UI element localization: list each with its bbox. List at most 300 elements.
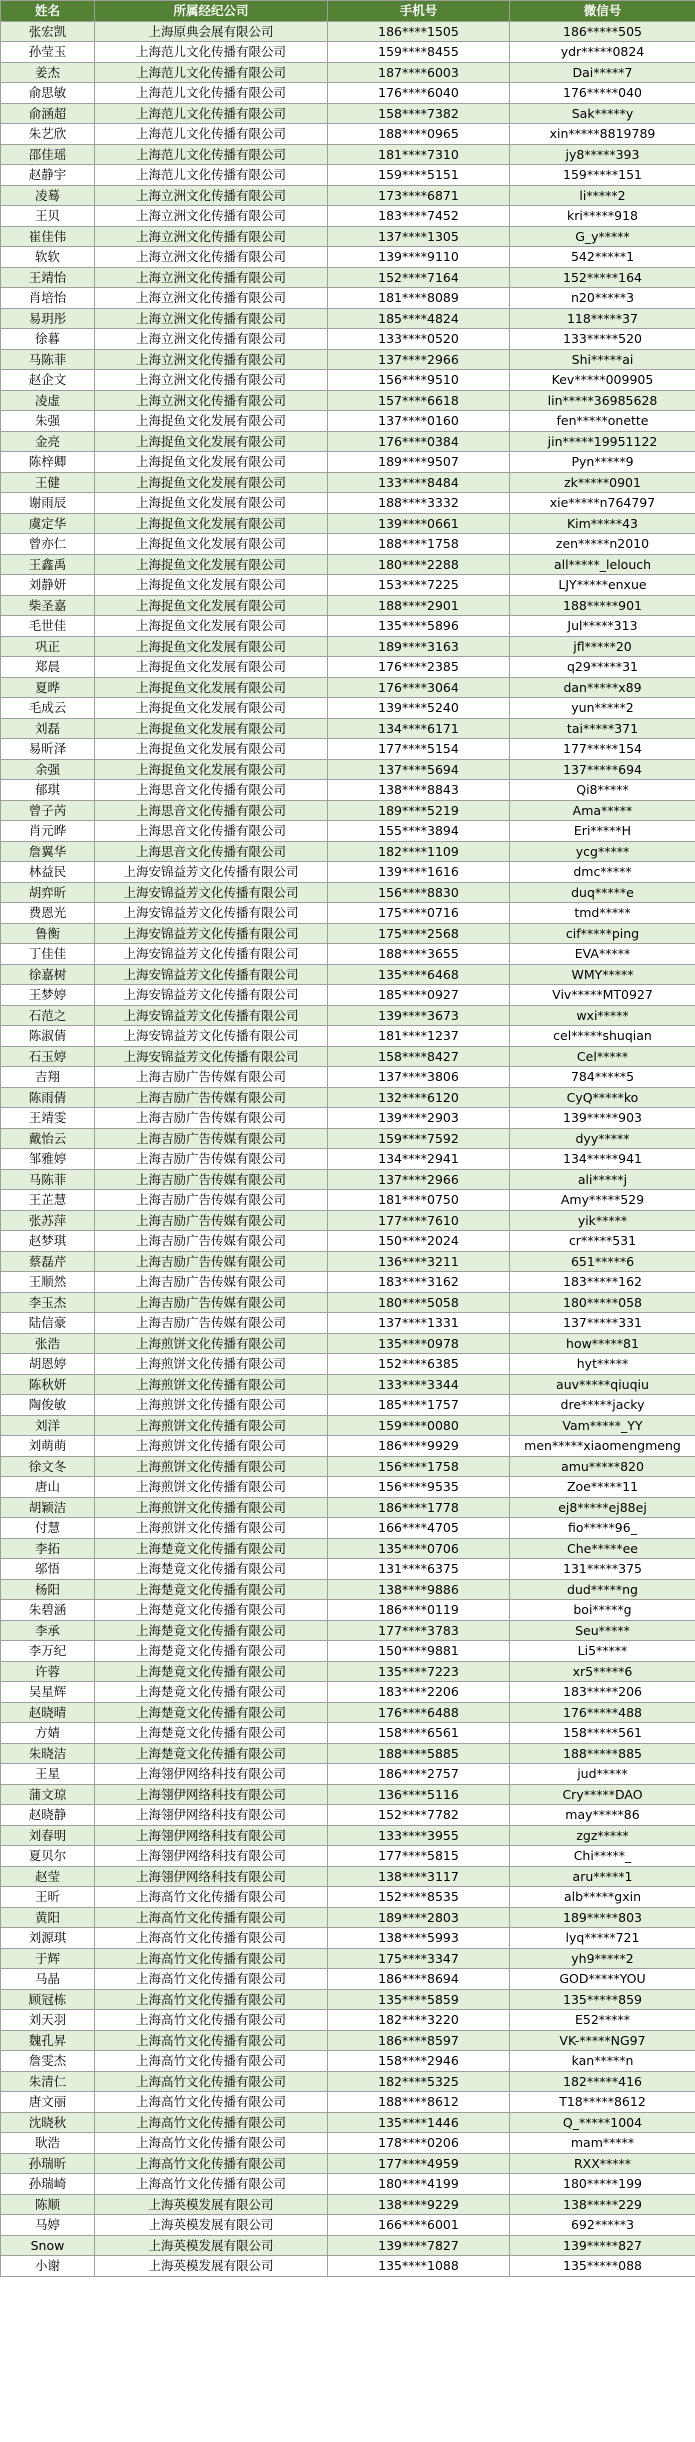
cell-phone[interactable]: 182****1109 bbox=[328, 841, 510, 862]
cell-company[interactable]: 上海思音文化传播有限公司 bbox=[95, 821, 328, 842]
cell-name[interactable]: 孙瑞崎 bbox=[1, 2174, 95, 2195]
cell-company[interactable]: 上海煎饼文化传播有限公司 bbox=[95, 1497, 328, 1518]
cell-company[interactable]: 上海煎饼文化传播有限公司 bbox=[95, 1395, 328, 1416]
cell-company[interactable]: 上海捉鱼文化发展有限公司 bbox=[95, 431, 328, 452]
cell-company[interactable]: 上海捉鱼文化发展有限公司 bbox=[95, 472, 328, 493]
cell-phone[interactable]: 152****8535 bbox=[328, 1887, 510, 1908]
cell-phone[interactable]: 188****3332 bbox=[328, 493, 510, 514]
cell-company[interactable]: 上海范儿文化传播有限公司 bbox=[95, 103, 328, 124]
cell-phone[interactable]: 133****0520 bbox=[328, 329, 510, 350]
cell-phone[interactable]: 186****1778 bbox=[328, 1497, 510, 1518]
cell-name[interactable]: 王昕 bbox=[1, 1887, 95, 1908]
cell-name[interactable]: 唐山 bbox=[1, 1477, 95, 1498]
cell-company[interactable]: 上海翎伊网络科技有限公司 bbox=[95, 1866, 328, 1887]
header-wechat[interactable]: 微信号 bbox=[510, 1, 695, 22]
cell-company[interactable]: 上海楚竟文化传播有限公司 bbox=[95, 1600, 328, 1621]
cell-wechat[interactable]: Chi*****_ bbox=[510, 1846, 695, 1867]
cell-wechat[interactable]: Vam*****_YY bbox=[510, 1415, 695, 1436]
cell-name[interactable]: 崔佳伟 bbox=[1, 226, 95, 247]
cell-phone[interactable]: 139****0661 bbox=[328, 513, 510, 534]
cell-wechat[interactable]: amu*****820 bbox=[510, 1456, 695, 1477]
cell-phone[interactable]: 133****3344 bbox=[328, 1374, 510, 1395]
cell-wechat[interactable]: VK-*****NG97 bbox=[510, 2030, 695, 2051]
cell-name[interactable]: 蒲文琼 bbox=[1, 1784, 95, 1805]
cell-wechat[interactable]: 139*****827 bbox=[510, 2235, 695, 2256]
cell-phone[interactable]: 135****1446 bbox=[328, 2112, 510, 2133]
cell-phone[interactable]: 137****1331 bbox=[328, 1313, 510, 1334]
cell-name[interactable]: 朱强 bbox=[1, 411, 95, 432]
cell-wechat[interactable]: kan*****n bbox=[510, 2051, 695, 2072]
cell-name[interactable]: 马婷 bbox=[1, 2215, 95, 2236]
cell-wechat[interactable]: aru*****1 bbox=[510, 1866, 695, 1887]
cell-company[interactable]: 上海高竹文化传播有限公司 bbox=[95, 1928, 328, 1949]
cell-name[interactable]: 朱艺欣 bbox=[1, 124, 95, 145]
cell-wechat[interactable]: 135*****088 bbox=[510, 2256, 695, 2277]
cell-phone[interactable]: 177****3783 bbox=[328, 1620, 510, 1641]
cell-company[interactable]: 上海翎伊网络科技有限公司 bbox=[95, 1805, 328, 1826]
cell-name[interactable]: 邵佳瑶 bbox=[1, 144, 95, 165]
cell-name[interactable]: 孙瑞昕 bbox=[1, 2153, 95, 2174]
cell-phone[interactable]: 189****3163 bbox=[328, 636, 510, 657]
cell-wechat[interactable]: wxi***** bbox=[510, 1005, 695, 1026]
cell-wechat[interactable]: Sak*****y bbox=[510, 103, 695, 124]
cell-name[interactable]: 唐文丽 bbox=[1, 2092, 95, 2113]
cell-company[interactable]: 上海吉励广告传媒有限公司 bbox=[95, 1108, 328, 1129]
cell-name[interactable]: 赵静宇 bbox=[1, 165, 95, 186]
cell-wechat[interactable]: auv*****qiuqiu bbox=[510, 1374, 695, 1395]
cell-phone[interactable]: 176****6040 bbox=[328, 83, 510, 104]
cell-company[interactable]: 上海捉鱼文化发展有限公司 bbox=[95, 698, 328, 719]
cell-name[interactable]: 虞定华 bbox=[1, 513, 95, 534]
cell-phone[interactable]: 188****2901 bbox=[328, 595, 510, 616]
cell-name[interactable]: 易昕泽 bbox=[1, 739, 95, 760]
cell-name[interactable]: 王星 bbox=[1, 1764, 95, 1785]
cell-name[interactable]: 丁佳佳 bbox=[1, 944, 95, 965]
cell-phone[interactable]: 177****5154 bbox=[328, 739, 510, 760]
cell-wechat[interactable]: dyy***** bbox=[510, 1128, 695, 1149]
cell-phone[interactable]: 136****5116 bbox=[328, 1784, 510, 1805]
cell-wechat[interactable]: 137*****694 bbox=[510, 759, 695, 780]
cell-name[interactable]: 毛成云 bbox=[1, 698, 95, 719]
cell-name[interactable]: 姜杰 bbox=[1, 62, 95, 83]
cell-name[interactable]: 胡恩婷 bbox=[1, 1354, 95, 1375]
cell-phone[interactable]: 183****7452 bbox=[328, 206, 510, 227]
cell-name[interactable]: 顾冠栋 bbox=[1, 1989, 95, 2010]
cell-wechat[interactable]: q29*****31 bbox=[510, 657, 695, 678]
cell-company[interactable]: 上海高竹文化传播有限公司 bbox=[95, 2092, 328, 2113]
cell-wechat[interactable]: ydr*****0824 bbox=[510, 42, 695, 63]
cell-company[interactable]: 上海捉鱼文化发展有限公司 bbox=[95, 411, 328, 432]
cell-wechat[interactable]: Li5***** bbox=[510, 1641, 695, 1662]
cell-name[interactable]: 巩正 bbox=[1, 636, 95, 657]
cell-phone[interactable]: 138****9886 bbox=[328, 1579, 510, 1600]
cell-phone[interactable]: 177****7610 bbox=[328, 1210, 510, 1231]
cell-phone[interactable]: 186****8597 bbox=[328, 2030, 510, 2051]
cell-company[interactable]: 上海英模发展有限公司 bbox=[95, 2235, 328, 2256]
cell-phone[interactable]: 186****0119 bbox=[328, 1600, 510, 1621]
cell-name[interactable]: 王靖雯 bbox=[1, 1108, 95, 1129]
cell-company[interactable]: 上海思音文化传播有限公司 bbox=[95, 800, 328, 821]
cell-wechat[interactable]: boi*****g bbox=[510, 1600, 695, 1621]
cell-company[interactable]: 上海捉鱼文化发展有限公司 bbox=[95, 534, 328, 555]
cell-phone[interactable]: 181****8089 bbox=[328, 288, 510, 309]
cell-company[interactable]: 上海立洲文化传播有限公司 bbox=[95, 185, 328, 206]
cell-phone[interactable]: 188****1758 bbox=[328, 534, 510, 555]
cell-company[interactable]: 上海安锦益芳文化传播有限公司 bbox=[95, 1046, 328, 1067]
cell-wechat[interactable]: yh9*****2 bbox=[510, 1948, 695, 1969]
cell-name[interactable]: 张宏凯 bbox=[1, 21, 95, 42]
cell-company[interactable]: 上海楚竟文化传播有限公司 bbox=[95, 1559, 328, 1580]
cell-wechat[interactable]: 188*****885 bbox=[510, 1743, 695, 1764]
cell-name[interactable]: 李万纪 bbox=[1, 1641, 95, 1662]
cell-wechat[interactable]: 180*****058 bbox=[510, 1292, 695, 1313]
cell-wechat[interactable]: Seu***** bbox=[510, 1620, 695, 1641]
cell-wechat[interactable]: xr5*****6 bbox=[510, 1661, 695, 1682]
cell-wechat[interactable]: 177*****154 bbox=[510, 739, 695, 760]
cell-wechat[interactable]: RXX***** bbox=[510, 2153, 695, 2174]
cell-phone[interactable]: 186****8694 bbox=[328, 1969, 510, 1990]
cell-name[interactable]: 赵晓静 bbox=[1, 1805, 95, 1826]
cell-phone[interactable]: 158****7382 bbox=[328, 103, 510, 124]
cell-name[interactable]: 赵莹 bbox=[1, 1866, 95, 1887]
cell-wechat[interactable]: xin*****8819789 bbox=[510, 124, 695, 145]
cell-company[interactable]: 上海安锦益芳文化传播有限公司 bbox=[95, 882, 328, 903]
cell-name[interactable]: 詹雯杰 bbox=[1, 2051, 95, 2072]
cell-phone[interactable]: 177****5815 bbox=[328, 1846, 510, 1867]
cell-company[interactable]: 上海翎伊网络科技有限公司 bbox=[95, 1846, 328, 1867]
cell-phone[interactable]: 166****4705 bbox=[328, 1518, 510, 1539]
cell-name[interactable]: 肖培怡 bbox=[1, 288, 95, 309]
cell-company[interactable]: 上海楚竟文化传播有限公司 bbox=[95, 1723, 328, 1744]
cell-phone[interactable]: 138****9229 bbox=[328, 2194, 510, 2215]
cell-company[interactable]: 上海煎饼文化传播有限公司 bbox=[95, 1354, 328, 1375]
cell-wechat[interactable]: 139*****903 bbox=[510, 1108, 695, 1129]
cell-company[interactable]: 上海捉鱼文化发展有限公司 bbox=[95, 493, 328, 514]
cell-phone[interactable]: 133****3955 bbox=[328, 1825, 510, 1846]
cell-phone[interactable]: 182****5325 bbox=[328, 2071, 510, 2092]
cell-phone[interactable]: 139****1616 bbox=[328, 862, 510, 883]
cell-company[interactable]: 上海煎饼文化传播有限公司 bbox=[95, 1436, 328, 1457]
cell-company[interactable]: 上海范儿文化传播有限公司 bbox=[95, 62, 328, 83]
cell-wechat[interactable]: 183*****162 bbox=[510, 1272, 695, 1293]
cell-name[interactable]: 石玉婷 bbox=[1, 1046, 95, 1067]
cell-wechat[interactable]: LJY*****enxue bbox=[510, 575, 695, 596]
cell-phone[interactable]: 152****6385 bbox=[328, 1354, 510, 1375]
cell-company[interactable]: 上海高竹文化传播有限公司 bbox=[95, 2030, 328, 2051]
cell-company[interactable]: 上海吉励广告传媒有限公司 bbox=[95, 1067, 328, 1088]
cell-name[interactable]: 李拓 bbox=[1, 1538, 95, 1559]
cell-name[interactable]: 刘源琪 bbox=[1, 1928, 95, 1949]
cell-phone[interactable]: 156****9510 bbox=[328, 370, 510, 391]
cell-phone[interactable]: 180****2288 bbox=[328, 554, 510, 575]
cell-phone[interactable]: 139****7827 bbox=[328, 2235, 510, 2256]
cell-company[interactable]: 上海翎伊网络科技有限公司 bbox=[95, 1784, 328, 1805]
cell-name[interactable]: 赵晓晴 bbox=[1, 1702, 95, 1723]
cell-wechat[interactable]: jfl*****20 bbox=[510, 636, 695, 657]
cell-name[interactable]: 陈秋妍 bbox=[1, 1374, 95, 1395]
cell-phone[interactable]: 139****9110 bbox=[328, 247, 510, 268]
cell-company[interactable]: 上海吉励广告传媒有限公司 bbox=[95, 1231, 328, 1252]
cell-wechat[interactable]: n20*****3 bbox=[510, 288, 695, 309]
cell-phone[interactable]: 158****2946 bbox=[328, 2051, 510, 2072]
cell-company[interactable]: 上海安锦益芳文化传播有限公司 bbox=[95, 964, 328, 985]
cell-company[interactable]: 上海高竹文化传播有限公司 bbox=[95, 2051, 328, 2072]
cell-company[interactable]: 上海煎饼文化传播有限公司 bbox=[95, 1518, 328, 1539]
cell-company[interactable]: 上海英模发展有限公司 bbox=[95, 2256, 328, 2277]
cell-company[interactable]: 上海吉励广告传媒有限公司 bbox=[95, 1190, 328, 1211]
cell-company[interactable]: 上海高竹文化传播有限公司 bbox=[95, 1989, 328, 2010]
cell-company[interactable]: 上海范儿文化传播有限公司 bbox=[95, 144, 328, 165]
cell-name[interactable]: 黄阳 bbox=[1, 1907, 95, 1928]
cell-name[interactable]: 肖元晔 bbox=[1, 821, 95, 842]
cell-company[interactable]: 上海煎饼文化传播有限公司 bbox=[95, 1374, 328, 1395]
cell-company[interactable]: 上海高竹文化传播有限公司 bbox=[95, 2153, 328, 2174]
cell-phone[interactable]: 159****5151 bbox=[328, 165, 510, 186]
cell-phone[interactable]: 189****2803 bbox=[328, 1907, 510, 1928]
cell-company[interactable]: 上海安锦益芳文化传播有限公司 bbox=[95, 1005, 328, 1026]
cell-company[interactable]: 上海安锦益芳文化传播有限公司 bbox=[95, 985, 328, 1006]
cell-name[interactable]: 沈晓秋 bbox=[1, 2112, 95, 2133]
cell-company[interactable]: 上海范儿文化传播有限公司 bbox=[95, 165, 328, 186]
cell-phone[interactable]: 158****6561 bbox=[328, 1723, 510, 1744]
cell-wechat[interactable]: fen*****onette bbox=[510, 411, 695, 432]
cell-wechat[interactable]: 133*****520 bbox=[510, 329, 695, 350]
cell-phone[interactable]: 139****3673 bbox=[328, 1005, 510, 1026]
cell-wechat[interactable]: cif*****ping bbox=[510, 923, 695, 944]
cell-wechat[interactable]: Shi*****ai bbox=[510, 349, 695, 370]
cell-company[interactable]: 上海煎饼文化传播有限公司 bbox=[95, 1456, 328, 1477]
cell-wechat[interactable]: dre*****jacky bbox=[510, 1395, 695, 1416]
cell-wechat[interactable]: men*****xiaomengmeng bbox=[510, 1436, 695, 1457]
cell-company[interactable]: 上海吉励广告传媒有限公司 bbox=[95, 1149, 328, 1170]
cell-company[interactable]: 上海范儿文化传播有限公司 bbox=[95, 42, 328, 63]
cell-company[interactable]: 上海捉鱼文化发展有限公司 bbox=[95, 513, 328, 534]
cell-name[interactable]: 徐嘉树 bbox=[1, 964, 95, 985]
cell-company[interactable]: 上海煎饼文化传播有限公司 bbox=[95, 1477, 328, 1498]
cell-name[interactable]: 俞涵超 bbox=[1, 103, 95, 124]
cell-wechat[interactable]: alb*****gxin bbox=[510, 1887, 695, 1908]
cell-wechat[interactable]: ali*****j bbox=[510, 1169, 695, 1190]
cell-wechat[interactable]: dan*****x89 bbox=[510, 677, 695, 698]
cell-name[interactable]: 王贝 bbox=[1, 206, 95, 227]
cell-name[interactable]: 俞思敏 bbox=[1, 83, 95, 104]
cell-name[interactable]: 刘萌萌 bbox=[1, 1436, 95, 1457]
cell-company[interactable]: 上海高竹文化传播有限公司 bbox=[95, 2133, 328, 2154]
cell-phone[interactable]: 135****6468 bbox=[328, 964, 510, 985]
cell-wechat[interactable]: dud*****ng bbox=[510, 1579, 695, 1600]
cell-phone[interactable]: 137****2966 bbox=[328, 1169, 510, 1190]
cell-name[interactable]: 陈顺 bbox=[1, 2194, 95, 2215]
cell-phone[interactable]: 135****0978 bbox=[328, 1333, 510, 1354]
cell-phone[interactable]: 152****7782 bbox=[328, 1805, 510, 1826]
cell-company[interactable]: 上海思音文化传播有限公司 bbox=[95, 841, 328, 862]
cell-phone[interactable]: 136****3211 bbox=[328, 1251, 510, 1272]
cell-phone[interactable]: 135****5859 bbox=[328, 1989, 510, 2010]
cell-name[interactable]: 吴星辉 bbox=[1, 1682, 95, 1703]
cell-wechat[interactable]: 186*****505 bbox=[510, 21, 695, 42]
cell-company[interactable]: 上海捉鱼文化发展有限公司 bbox=[95, 636, 328, 657]
header-phone[interactable]: 手机号 bbox=[328, 1, 510, 22]
cell-company[interactable]: 上海立洲文化传播有限公司 bbox=[95, 267, 328, 288]
cell-company[interactable]: 上海吉励广告传媒有限公司 bbox=[95, 1313, 328, 1334]
cell-company[interactable]: 上海吉励广告传媒有限公司 bbox=[95, 1210, 328, 1231]
cell-company[interactable]: 上海安锦益芳文化传播有限公司 bbox=[95, 923, 328, 944]
cell-phone[interactable]: 138****3117 bbox=[328, 1866, 510, 1887]
cell-name[interactable]: 曾亦仁 bbox=[1, 534, 95, 555]
cell-wechat[interactable]: jy8*****393 bbox=[510, 144, 695, 165]
cell-phone[interactable]: 173****6871 bbox=[328, 185, 510, 206]
cell-wechat[interactable]: 134*****941 bbox=[510, 1149, 695, 1170]
cell-company[interactable]: 上海捉鱼文化发展有限公司 bbox=[95, 554, 328, 575]
cell-name[interactable]: 李玉杰 bbox=[1, 1292, 95, 1313]
cell-company[interactable]: 上海煎饼文化传播有限公司 bbox=[95, 1415, 328, 1436]
cell-company[interactable]: 上海吉励广告传媒有限公司 bbox=[95, 1251, 328, 1272]
cell-company[interactable]: 上海吉励广告传媒有限公司 bbox=[95, 1087, 328, 1108]
cell-wechat[interactable]: Ama***** bbox=[510, 800, 695, 821]
cell-wechat[interactable]: jud***** bbox=[510, 1764, 695, 1785]
cell-name[interactable]: 郑晨 bbox=[1, 657, 95, 678]
cell-company[interactable]: 上海立洲文化传播有限公司 bbox=[95, 206, 328, 227]
cell-phone[interactable]: 158****8427 bbox=[328, 1046, 510, 1067]
cell-company[interactable]: 上海捉鱼文化发展有限公司 bbox=[95, 595, 328, 616]
cell-name[interactable]: 郁琪 bbox=[1, 780, 95, 801]
cell-phone[interactable]: 183****2206 bbox=[328, 1682, 510, 1703]
cell-name[interactable]: 胡弈昕 bbox=[1, 882, 95, 903]
cell-phone[interactable]: 150****9881 bbox=[328, 1641, 510, 1662]
cell-company[interactable]: 上海高竹文化传播有限公司 bbox=[95, 2112, 328, 2133]
cell-company[interactable]: 上海立洲文化传播有限公司 bbox=[95, 349, 328, 370]
cell-wechat[interactable]: yun*****2 bbox=[510, 698, 695, 719]
cell-phone[interactable]: 176****0384 bbox=[328, 431, 510, 452]
cell-phone[interactable]: 133****8484 bbox=[328, 472, 510, 493]
cell-phone[interactable]: 188****5885 bbox=[328, 1743, 510, 1764]
cell-phone[interactable]: 186****2757 bbox=[328, 1764, 510, 1785]
cell-name[interactable]: 刘静妍 bbox=[1, 575, 95, 596]
cell-phone[interactable]: 181****7310 bbox=[328, 144, 510, 165]
cell-wechat[interactable]: 651*****6 bbox=[510, 1251, 695, 1272]
cell-phone[interactable]: 156****1758 bbox=[328, 1456, 510, 1477]
cell-phone[interactable]: 188****3655 bbox=[328, 944, 510, 965]
cell-company[interactable]: 上海吉励广告传媒有限公司 bbox=[95, 1128, 328, 1149]
cell-wechat[interactable]: hyt***** bbox=[510, 1354, 695, 1375]
cell-phone[interactable]: 175****0716 bbox=[328, 903, 510, 924]
cell-wechat[interactable]: 182*****416 bbox=[510, 2071, 695, 2092]
cell-company[interactable]: 上海原典会展有限公司 bbox=[95, 21, 328, 42]
cell-name[interactable]: 赵梦琪 bbox=[1, 1231, 95, 1252]
cell-wechat[interactable]: Dai*****7 bbox=[510, 62, 695, 83]
cell-company[interactable]: 上海范儿文化传播有限公司 bbox=[95, 83, 328, 104]
cell-company[interactable]: 上海楚竟文化传播有限公司 bbox=[95, 1682, 328, 1703]
cell-phone[interactable]: 166****6001 bbox=[328, 2215, 510, 2236]
cell-wechat[interactable]: kri*****918 bbox=[510, 206, 695, 227]
cell-phone[interactable]: 175****3347 bbox=[328, 1948, 510, 1969]
cell-name[interactable]: 软软 bbox=[1, 247, 95, 268]
cell-phone[interactable]: 181****0750 bbox=[328, 1190, 510, 1211]
cell-company[interactable]: 上海英模发展有限公司 bbox=[95, 2215, 328, 2236]
cell-company[interactable]: 上海思音文化传播有限公司 bbox=[95, 780, 328, 801]
cell-wechat[interactable]: Kim*****43 bbox=[510, 513, 695, 534]
cell-wechat[interactable]: 135*****859 bbox=[510, 1989, 695, 2010]
cell-wechat[interactable]: all*****_lelouch bbox=[510, 554, 695, 575]
cell-company[interactable]: 上海安锦益芳文化传播有限公司 bbox=[95, 862, 328, 883]
cell-name[interactable]: 张浩 bbox=[1, 1333, 95, 1354]
cell-company[interactable]: 上海楚竟文化传播有限公司 bbox=[95, 1661, 328, 1682]
cell-phone[interactable]: 176****2385 bbox=[328, 657, 510, 678]
cell-name[interactable]: 王芷慧 bbox=[1, 1190, 95, 1211]
cell-wechat[interactable]: 137*****331 bbox=[510, 1313, 695, 1334]
cell-wechat[interactable]: E52***** bbox=[510, 2010, 695, 2031]
cell-wechat[interactable]: Viv*****MT0927 bbox=[510, 985, 695, 1006]
cell-name[interactable]: 谢雨辰 bbox=[1, 493, 95, 514]
cell-company[interactable]: 上海安锦益芳文化传播有限公司 bbox=[95, 944, 328, 965]
cell-company[interactable]: 上海立洲文化传播有限公司 bbox=[95, 247, 328, 268]
cell-wechat[interactable]: WMY***** bbox=[510, 964, 695, 985]
cell-name[interactable]: 刘春明 bbox=[1, 1825, 95, 1846]
cell-phone[interactable]: 132****6120 bbox=[328, 1087, 510, 1108]
cell-name[interactable]: 金亮 bbox=[1, 431, 95, 452]
cell-name[interactable]: 孙莹玉 bbox=[1, 42, 95, 63]
cell-name[interactable]: 邹雅婷 bbox=[1, 1149, 95, 1170]
cell-name[interactable]: 毛世佳 bbox=[1, 616, 95, 637]
cell-name[interactable]: 王鑫禹 bbox=[1, 554, 95, 575]
cell-wechat[interactable]: zk*****0901 bbox=[510, 472, 695, 493]
cell-phone[interactable]: 183****3162 bbox=[328, 1272, 510, 1293]
cell-name[interactable]: 魏孔昇 bbox=[1, 2030, 95, 2051]
cell-company[interactable]: 上海翎伊网络科技有限公司 bbox=[95, 1825, 328, 1846]
cell-phone[interactable]: 186****9929 bbox=[328, 1436, 510, 1457]
cell-name[interactable]: 戴怡云 bbox=[1, 1128, 95, 1149]
cell-wechat[interactable]: 118*****37 bbox=[510, 308, 695, 329]
cell-phone[interactable]: 175****2568 bbox=[328, 923, 510, 944]
cell-phone[interactable]: 180****5058 bbox=[328, 1292, 510, 1313]
cell-phone[interactable]: 138****5993 bbox=[328, 1928, 510, 1949]
cell-company[interactable]: 上海安锦益芳文化传播有限公司 bbox=[95, 903, 328, 924]
cell-name[interactable]: 小谢 bbox=[1, 2256, 95, 2277]
cell-phone[interactable]: 137****2966 bbox=[328, 349, 510, 370]
cell-wechat[interactable]: Amy*****529 bbox=[510, 1190, 695, 1211]
cell-company[interactable]: 上海高竹文化传播有限公司 bbox=[95, 2174, 328, 2195]
cell-wechat[interactable]: ej8*****ej88ej bbox=[510, 1497, 695, 1518]
cell-phone[interactable]: 185****4824 bbox=[328, 308, 510, 329]
cell-wechat[interactable]: tai*****371 bbox=[510, 718, 695, 739]
cell-wechat[interactable]: tmd***** bbox=[510, 903, 695, 924]
cell-name[interactable]: 许蓉 bbox=[1, 1661, 95, 1682]
cell-company[interactable]: 上海安锦益芳文化传播有限公司 bbox=[95, 1026, 328, 1047]
cell-company[interactable]: 上海高竹文化传播有限公司 bbox=[95, 1969, 328, 1990]
cell-name[interactable]: 马晶 bbox=[1, 1969, 95, 1990]
cell-phone[interactable]: 189****5219 bbox=[328, 800, 510, 821]
cell-phone[interactable]: 135****5896 bbox=[328, 616, 510, 637]
cell-wechat[interactable]: G_y***** bbox=[510, 226, 695, 247]
cell-company[interactable]: 上海吉励广告传媒有限公司 bbox=[95, 1272, 328, 1293]
cell-wechat[interactable]: Eri*****H bbox=[510, 821, 695, 842]
cell-wechat[interactable]: cr*****531 bbox=[510, 1231, 695, 1252]
cell-name[interactable]: 朱晓洁 bbox=[1, 1743, 95, 1764]
cell-name[interactable]: 陈淑倩 bbox=[1, 1026, 95, 1047]
cell-company[interactable]: 上海捉鱼文化发展有限公司 bbox=[95, 657, 328, 678]
cell-wechat[interactable]: Q_*****1004 bbox=[510, 2112, 695, 2133]
cell-company[interactable]: 上海吉励广告传媒有限公司 bbox=[95, 1292, 328, 1313]
cell-company[interactable]: 上海捉鱼文化发展有限公司 bbox=[95, 677, 328, 698]
cell-company[interactable]: 上海楚竟文化传播有限公司 bbox=[95, 1641, 328, 1662]
cell-company[interactable]: 上海高竹文化传播有限公司 bbox=[95, 1948, 328, 1969]
cell-phone[interactable]: 188****0965 bbox=[328, 124, 510, 145]
cell-wechat[interactable]: Che*****ee bbox=[510, 1538, 695, 1559]
cell-wechat[interactable]: ycg***** bbox=[510, 841, 695, 862]
cell-name[interactable]: 方婧 bbox=[1, 1723, 95, 1744]
cell-wechat[interactable]: 183*****206 bbox=[510, 1682, 695, 1703]
cell-phone[interactable]: 156****9535 bbox=[328, 1477, 510, 1498]
